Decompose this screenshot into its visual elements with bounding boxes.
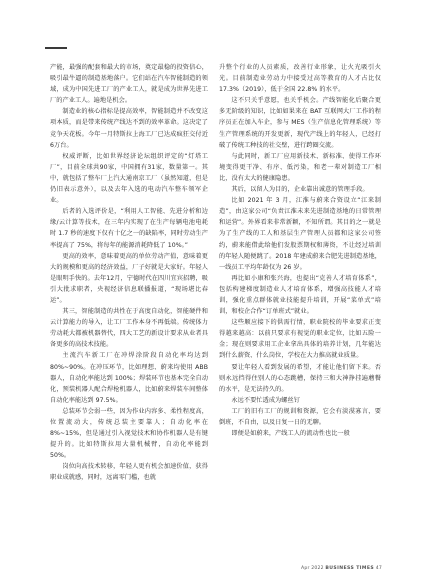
paragraph: 永远不要忙透成为螺丝钉 <box>231 396 301 404</box>
paragraph: 总装环节会弱一些，因为作业内容多、柔性程度高，位置流动大，传统总装主要靠人；自动化率在 8%~15%，但是通过引入视觉技术和协作机器人是有键提升的。比如特斯拉用大量机械臂，自动化率能到 50%。 <box>50 407 208 460</box>
footer-brand: BUSINESS TIMES <box>325 566 375 571</box>
paragraph: 其后，以留人为目的，企业靠出诚意的管理手段。 <box>231 186 369 194</box>
paragraph: 升整个行业的人员素质，改善行业形象，让火光吸引火光。目前制造业劳动力中接受过高等教育的人才占比仅 17.3%（2019），低于全国 22.8% 的水平。 <box>219 64 381 94</box>
paragraph: 与此同时，新工厂应用新技术、新标准、使得工作环境变得更干净、有序、低污染，和老一辈对制造工厂相比，没有太大的健康隐患。 <box>219 152 381 182</box>
paragraph: 再比如小康和张兴海，也提出“克善人才培育体系”，包括构建梯度制造业人才培育体系，增强高技能人才培训，强化重点群体就业技能提升培训，开展“菜单式”培训，和校企合作“订单班式”就业。 <box>219 274 381 316</box>
paragraph: 要让年轻人看到发展的希望，才能让他们留下来。否则永远挡得住别人的心态跳槽，保持三和大神挣挂遍蘑餐的水平，是无法持久的。 <box>219 363 381 393</box>
paragraph: 岗位向高技术转移，年轻人更有机会加速价值，获得职业成就感，同时，远离零门槛，也就 <box>50 463 208 482</box>
paragraph: 制造业的核心指标是提高效率，智能制造并不改变这项本质，而是带来传统产线达不到的效率革命。这决定了竞争天花板。今年一月特斯拉上海工厂已达成疯狂交付近6万台。 <box>50 108 208 149</box>
paragraph: 权威评断，比如世界经济论坛组织评定的“灯塔工厂”，目前全球共90家，中国拥有31家，数量第一。其中，就包括了整车厂上汽大通南京工厂（虽然知道，但是仍旧表示意外），以及去年入选的电动汽车整车领军企业。 <box>50 152 208 205</box>
paragraph: 后者的入选评价是，“利用人工智能、先进分析和边缘/云计算等技术，在三年内实现了在生产每辆电池电耗时 1.7 秒的速度下仅有十亿之一的缺陷率，同时劳动生产率提高了 75%，将每年的能源消耗降低了 10%。” <box>50 208 208 249</box>
paragraph: 更高的效率，意味着更高的单位劳动产值，意味着更大的规模和更高的经济效益，厂子好就是大家好。年轻人是眼明手快的。去年12月，宁德时代在四川宜宾招聘，吸引大批求职者，央视经济信息联播报道，“现场堪比春运”。 <box>50 252 208 304</box>
paragraph: 即便是如蔚来，产线工人的流动性也比一般 <box>231 430 350 438</box>
paragraph: 主流汽车新工厂在冲焊涂阶段自动化率均达到 80%~90%。在冲压环节，比如理想、蔚来均使用 ABB 器人，自动化率能达到 100%；焊装环节也基本完全自动化，预装机器人配合焊枪机器人，比如蔚来焊装车间整体自动化率能达到 97.5%。 <box>50 352 208 404</box>
paragraph: 产能，最强的配套和最大的市场，奠定最稳的投资信心，吸引最牛逼的制造基地落户。它们站在汽车智能制造的领域，成为中国先进工厂的产业工人，就是成为世界先进工厂的产业工人。遍地是机会。 <box>50 64 208 105</box>
left-column <box>50 62 208 484</box>
paragraph: 这些顺应接下的供需行情，职业院校的毕业要求正变得越来越高：以前只要求有视觉的职业定位，比如五险一金；现在则要求用工企业拿出具体的培养计划，几年能达到什么薪资、什么岗位，学校在大力推高就业质量。 <box>219 319 381 360</box>
paragraph: 这不只关乎意愿，也关乎机会。产线智能化后聚合更多无阶级的知识，比如如果来在 BAT 互联网大厂工作的程序员正在加入车企，参与 MES（生产信息化管理系统）等生产管理系统的开发更新，现代产线上的年轻人，已经打破了传统工种技的社交壁，进行跨圈交流。 <box>219 97 381 149</box>
right-column <box>219 62 381 439</box>
paragraph: 工厂的旧有工厂的规训和资源，它会有淡漠寡言，要倒班，不自由，以及日复一日的无聊。 <box>219 407 381 426</box>
page-footer <box>301 566 382 571</box>
paragraph: 其三，智能制造的共性在于高度自动化，智能硬件和云计算能力的导入，让工厂工作本身不再低端。传统体力劳动耗大都被机器替代，四大工艺的新设计要求从业者具备更多的高技术技能。 <box>50 308 208 349</box>
footer-page-number: 47 <box>375 566 382 571</box>
paragraph: 比如 2021 年 3 月，江淮与蔚来合资设立“江来制造”，由这家公司“负责江淮未来先进制造基地的日常管理和运营”。外界看来非常新颖，不知所谓。其目的之一就是为了生产线的工人和基层生产管理人员都和这家公司签约，蔚来能借此给他们发股票期权和薄资，不让经过培训的年轻人随便跳了。2018 年建成蔚来合肥先进制造基地，一线员工平均年龄仅为 26 岁。 <box>219 197 381 271</box>
footer-date: Apr 2022 <box>301 566 324 571</box>
top-rule-divider <box>45 47 67 49</box>
